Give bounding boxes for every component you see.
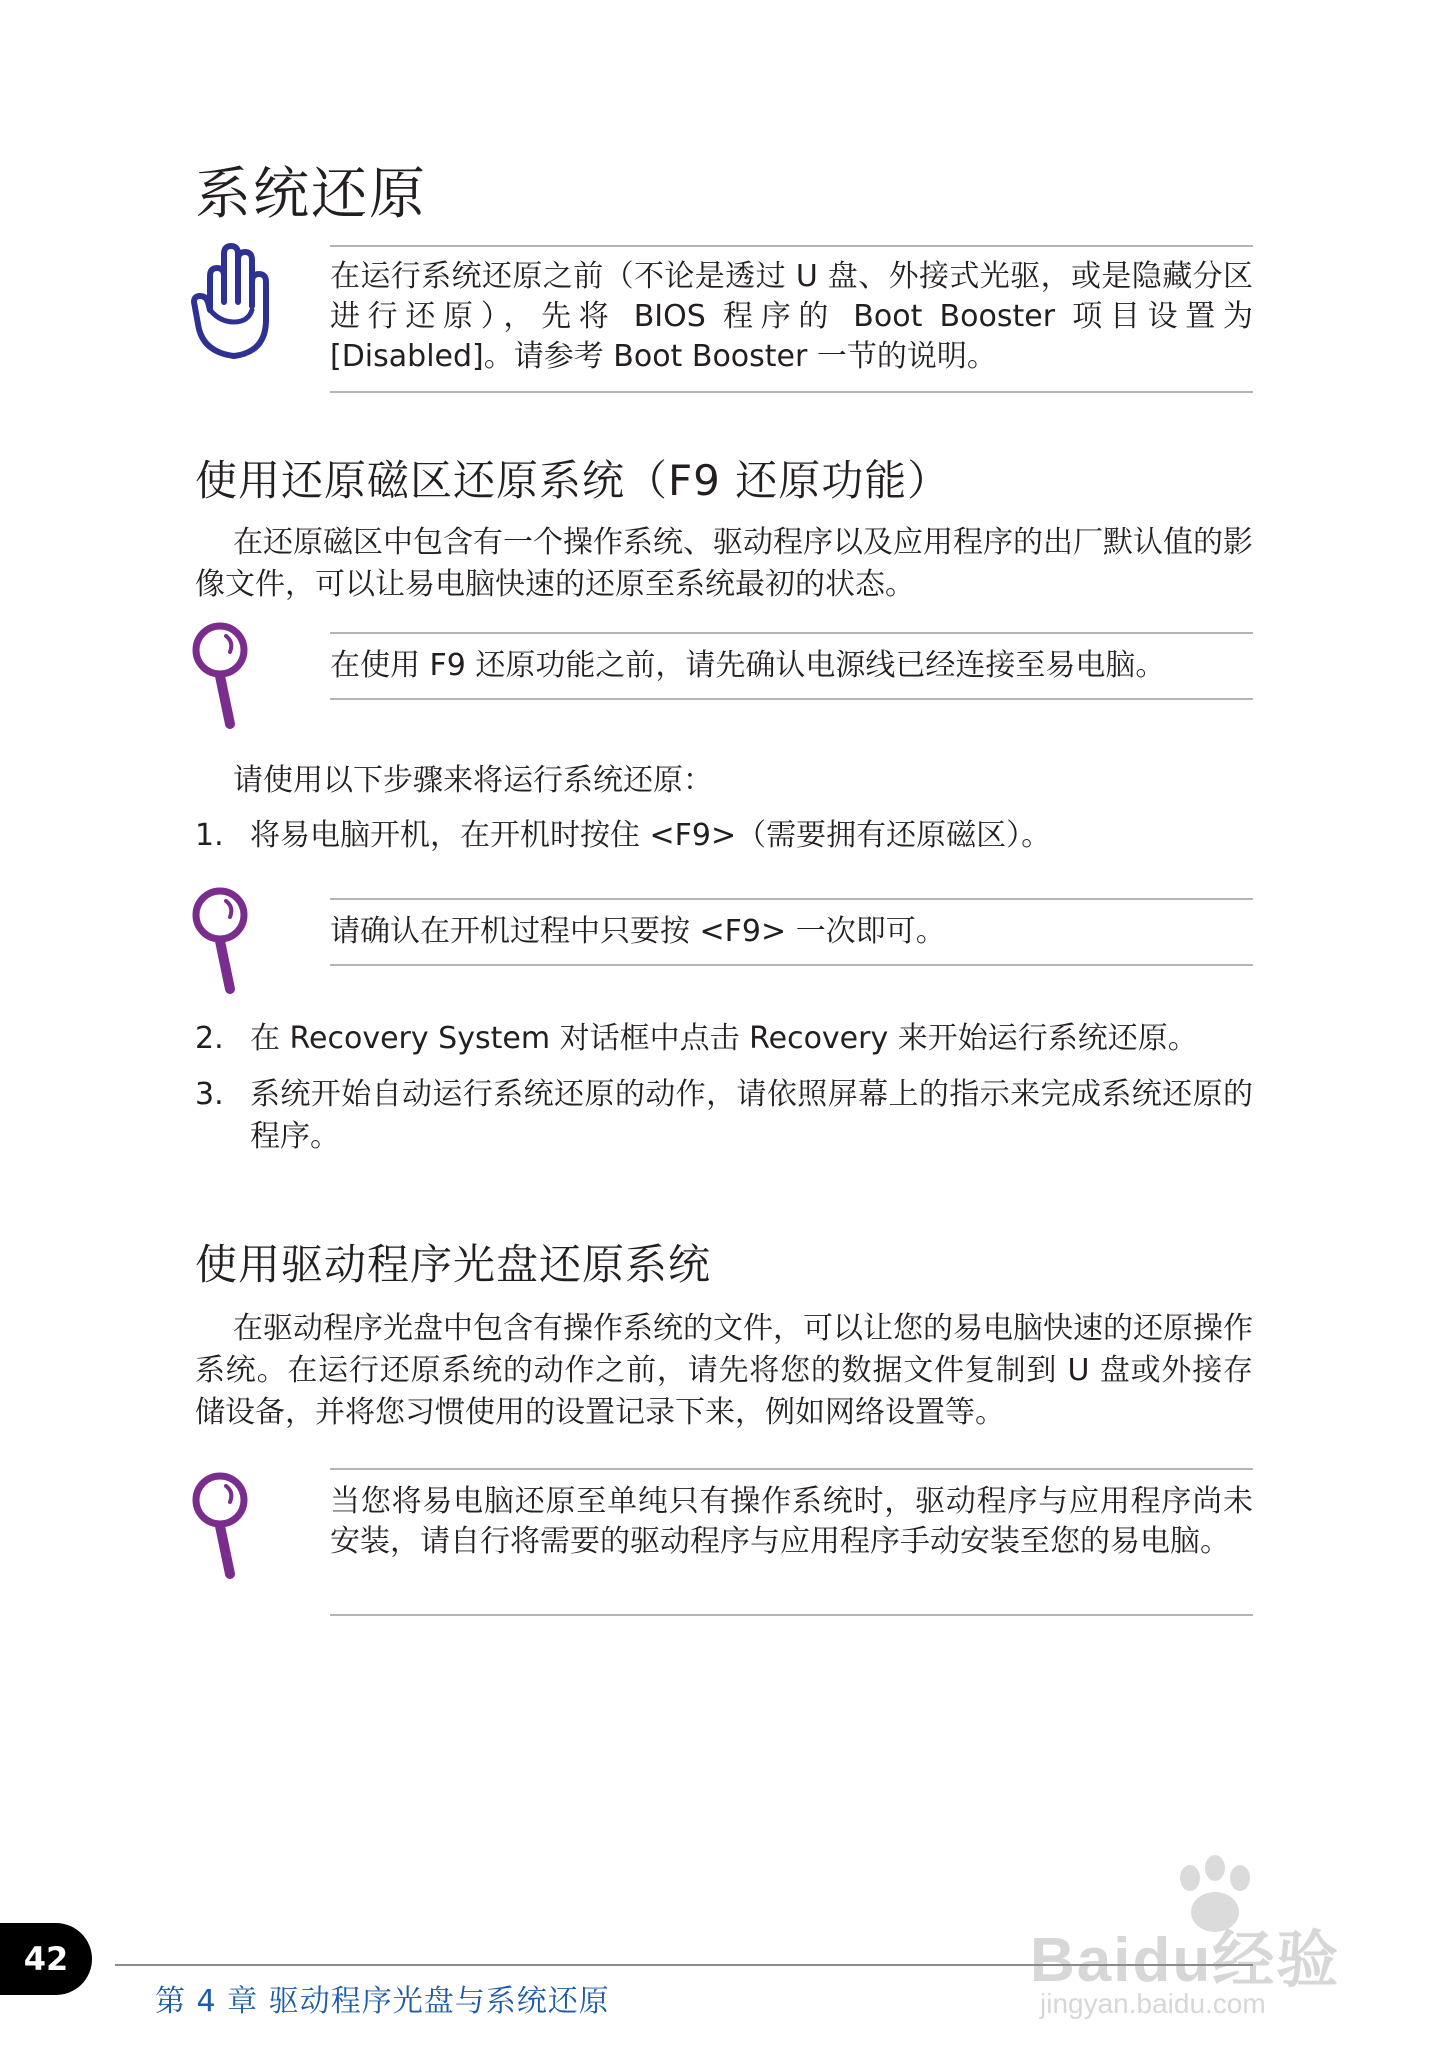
step-3-number: 3.: [195, 1077, 224, 1112]
step-2-number: 2.: [195, 1021, 224, 1056]
warning-note-text: 在运行系统还原之前（不论是透过 U 盘、外接式光驱，或是隐藏分区进行还原），先将 BIOS 程序的 Boot Booster 项目设置为[Disabled]。请参考 Boot Booster 一节的说明。: [330, 259, 1253, 374]
watermark-url: jingyan.baidu.com: [1040, 1988, 1266, 2019]
section2-heading: 使用驱动程序光盘还原系统: [195, 1240, 712, 1289]
watermark-brand: Baidu经验: [1030, 1926, 1341, 1995]
step-3-text: 系统开始自动运行系统还原的动作，请依照屏幕上的指示来完成系统还原的程序。: [250, 1077, 1253, 1154]
baidu-watermark: [1030, 1850, 1360, 2025]
steps-intro: [195, 760, 1253, 802]
section1-intro: [195, 522, 1253, 606]
stop-hand-icon: [190, 240, 276, 362]
step-1-number: 1.: [195, 818, 224, 853]
note-drivers: [330, 1468, 1253, 1616]
section1-intro-text: 在还原磁区中包含有一个操作系统、驱动程序以及应用程序的出厂默认值的影像文件，可以让易电脑快速的还原至系统最初的状态。: [195, 525, 1253, 602]
section1-heading: 使用还原磁区还原系统（F9 还原功能）: [195, 456, 951, 505]
note-f9-once: [330, 898, 1253, 966]
footer-chapter: 第 4 章 驱动程序光盘与系统还原: [155, 1984, 610, 2019]
magnifier-note-icon: [190, 620, 254, 732]
page-title: 系统还原: [195, 162, 427, 227]
step-2-text: 在 Recovery System 对话框中点击 Recovery 来开始运行系统还原。: [250, 1021, 1198, 1056]
step-1-text: 将易电脑开机，在开机时按住 <F9>（需要拥有还原磁区）。: [250, 818, 1052, 853]
page-number: 42: [0, 1923, 92, 1995]
note-f9-power: [330, 632, 1253, 700]
note-drivers-text: 当您将易电脑还原至单纯只有操作系统时，驱动程序与应用程序尚未安装，请自行将需要的驱动程序与应用程序手动安装至您的易电脑。: [330, 1484, 1253, 1559]
magnifier-note-icon: [190, 885, 254, 997]
warning-note: [330, 245, 1253, 393]
section2-intro-text: 在驱动程序光盘中包含有操作系统的文件，可以让您的易电脑快速的还原操作系统。在运行还原系统的动作之前，请先将您的数据文件复制到 U 盘或外接存储设备，并将您习惯使用的设置记录下来，例如网络设置等。: [195, 1311, 1253, 1430]
note-f9-power-text: 在使用 F9 还原功能之前，请先确认电源线已经连接至易电脑。: [330, 648, 1166, 683]
section2-intro: [195, 1308, 1253, 1434]
magnifier-note-icon: [190, 1470, 254, 1582]
steps-intro-text: 请使用以下步骤来将运行系统还原：: [233, 763, 713, 798]
note-f9-once-text: 请确认在开机过程中只要按 <F9> 一次即可。: [330, 914, 946, 949]
